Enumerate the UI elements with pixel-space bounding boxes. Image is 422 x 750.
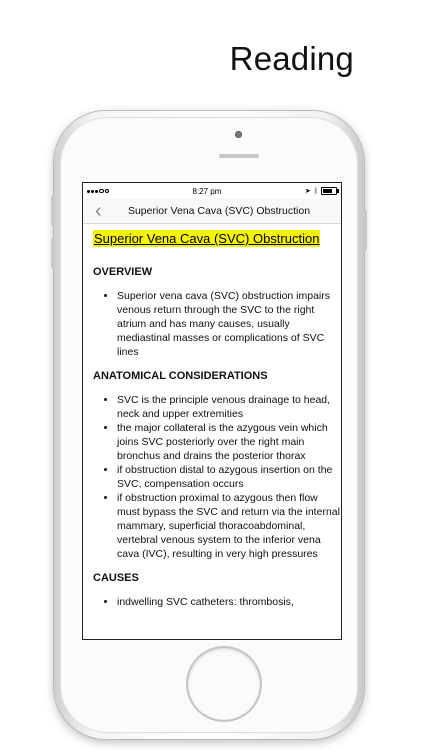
earpiece-speaker [219,154,259,158]
list-item: • SVC is the principle venous drainage to head, neck and upper extremities [117,393,341,421]
section-heading-causes: CAUSES [93,572,139,584]
navigation-bar [83,199,341,224]
overview-list [93,289,341,359]
power-button [364,210,367,250]
causes-list [93,595,341,609]
signal-dots-icon [87,189,109,194]
back-button[interactable]: ‹ [95,200,102,222]
status-right-icons [305,187,337,195]
front-camera [235,131,242,138]
list-item: • indwelling SVC catheters: thrombosis, [117,595,341,609]
anatomical-list [93,393,341,561]
status-time: 8:27 pm [192,186,222,196]
volume-button-top [51,196,54,226]
list-item: • the major collateral is the azygous vein which joins SVC posteriorly over the right main bronchus and drains the posterior thorax [117,421,341,463]
section-heading-anatomical: ANATOMICAL CONSIDERATIONS [93,370,268,382]
caption-reading: Reading [229,40,354,77]
screen [82,182,342,640]
location-arrow-icon: ➤ [304,188,311,195]
bluetooth-icon: ᛒ [313,187,318,195]
list-item: • if obstruction proximal to azygous then flow must bypass the SVC and return via the internal mammary, superficial thoracoabdominal, vertebral venous system to the inferior vena cava (IVC), resulting in very high pressures [117,491,341,561]
list-item: • Superior vena cava (SVC) obstruction impairs venous return through the SVC to the right atrium and has many causes, usually mediastinal masses or complications of SVC lines [117,289,341,359]
status-bar [83,183,341,199]
volume-button-bottom [51,238,54,268]
section-heading-overview: OVERVIEW [93,266,153,278]
home-button[interactable] [188,648,260,720]
document-content [83,224,341,609]
list-item: • if obstruction distal to azygous insertion on the SVC, compensation occurs [117,463,341,491]
document-title[interactable]: Superior Vena Cava (SVC) Obstruction [94,231,320,246]
battery-icon [321,187,337,195]
nav-title: Superior Vena Cava (SVC) Obstruction [127,205,311,217]
